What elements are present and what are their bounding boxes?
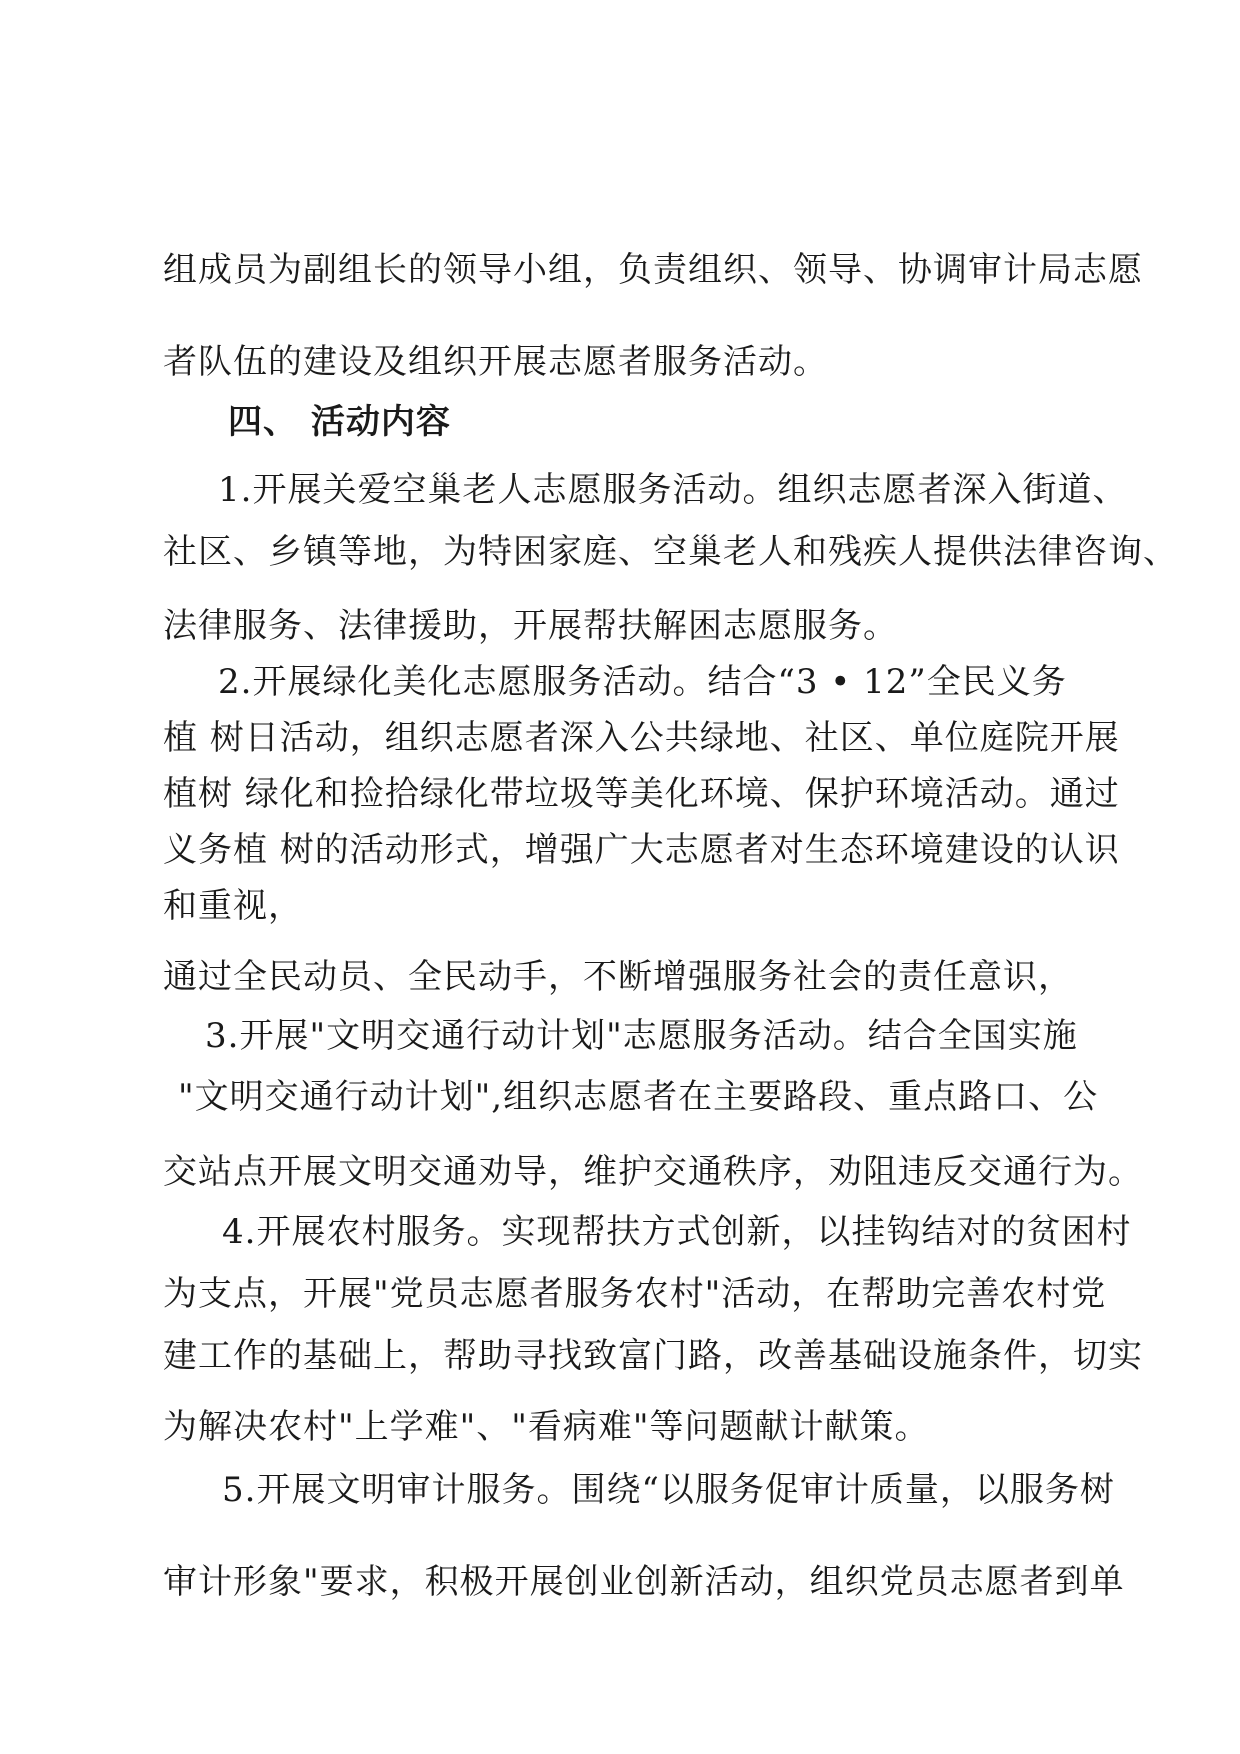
body-line: 4.开展农村服务。实现帮扶方式创新，以挂钩结对的贫困村 xyxy=(222,1212,1132,1252)
body-line: 建工作的基础上，帮助寻找致富门路，改善基础设施条件，切实 xyxy=(163,1336,1143,1376)
body-line: 者队伍的建设及组织开展志愿者服务活动。 xyxy=(163,342,828,382)
body-line: 交站点开展文明交通劝导，维护交通秩序，劝阻违反交通行为。 xyxy=(163,1152,1143,1192)
body-line: 为解决农村"上学难"、"看病难"等问题献计献策。 xyxy=(163,1407,930,1447)
body-line: 义务植 树的活动形式，增强广大志愿者对生态环境建设的认识 xyxy=(163,830,1120,870)
body-line: "文明交通行动计划",组织志愿者在主要路段、重点路口、公 xyxy=(178,1077,1099,1117)
body-line: 组成员为副组长的领导小组，负责组织、领导、协调审计局志愿 xyxy=(163,250,1143,290)
body-line: 5.开展文明审计服务。围绕“以服务促审计质量，以服务树 xyxy=(222,1470,1115,1510)
body-line: 3.开展"文明交通行动计划"志愿服务活动。结合全国实施 xyxy=(205,1016,1078,1056)
body-line: 社区、乡镇等地，为特困家庭、空巢老人和残疾人提供法律咨询、 xyxy=(163,532,1178,572)
body-line: 和重视， xyxy=(163,886,303,926)
body-line: 法律服务、法律援助，开展帮扶解困志愿服务。 xyxy=(163,606,898,646)
body-line: 1.开展关爱空巢老人志愿服务活动。组织志愿者深入街道、 xyxy=(218,470,1128,510)
body-line: 2.开展绿化美化志愿服务活动。结合“3 • 12”全民义务 xyxy=(218,662,1067,702)
body-line: 植 树日活动，组织志愿者深入公共绿地、社区、单位庭院开展 xyxy=(163,718,1120,758)
section-heading: 四、 活动内容 xyxy=(228,402,451,442)
body-line: 审计形象"要求，积极开展创业创新活动，组织党员志愿者到单 xyxy=(163,1562,1125,1602)
body-line: 通过全民动员、全民动手，不断增强服务社会的责任意识， xyxy=(163,957,1073,997)
body-line: 植树 绿化和捡拾绿化带垃圾等美化环境、保护环境活动。通过 xyxy=(163,774,1120,814)
body-line: 为支点，开展"党员志愿者服务农村"活动，在帮助完善农村党 xyxy=(163,1274,1107,1314)
